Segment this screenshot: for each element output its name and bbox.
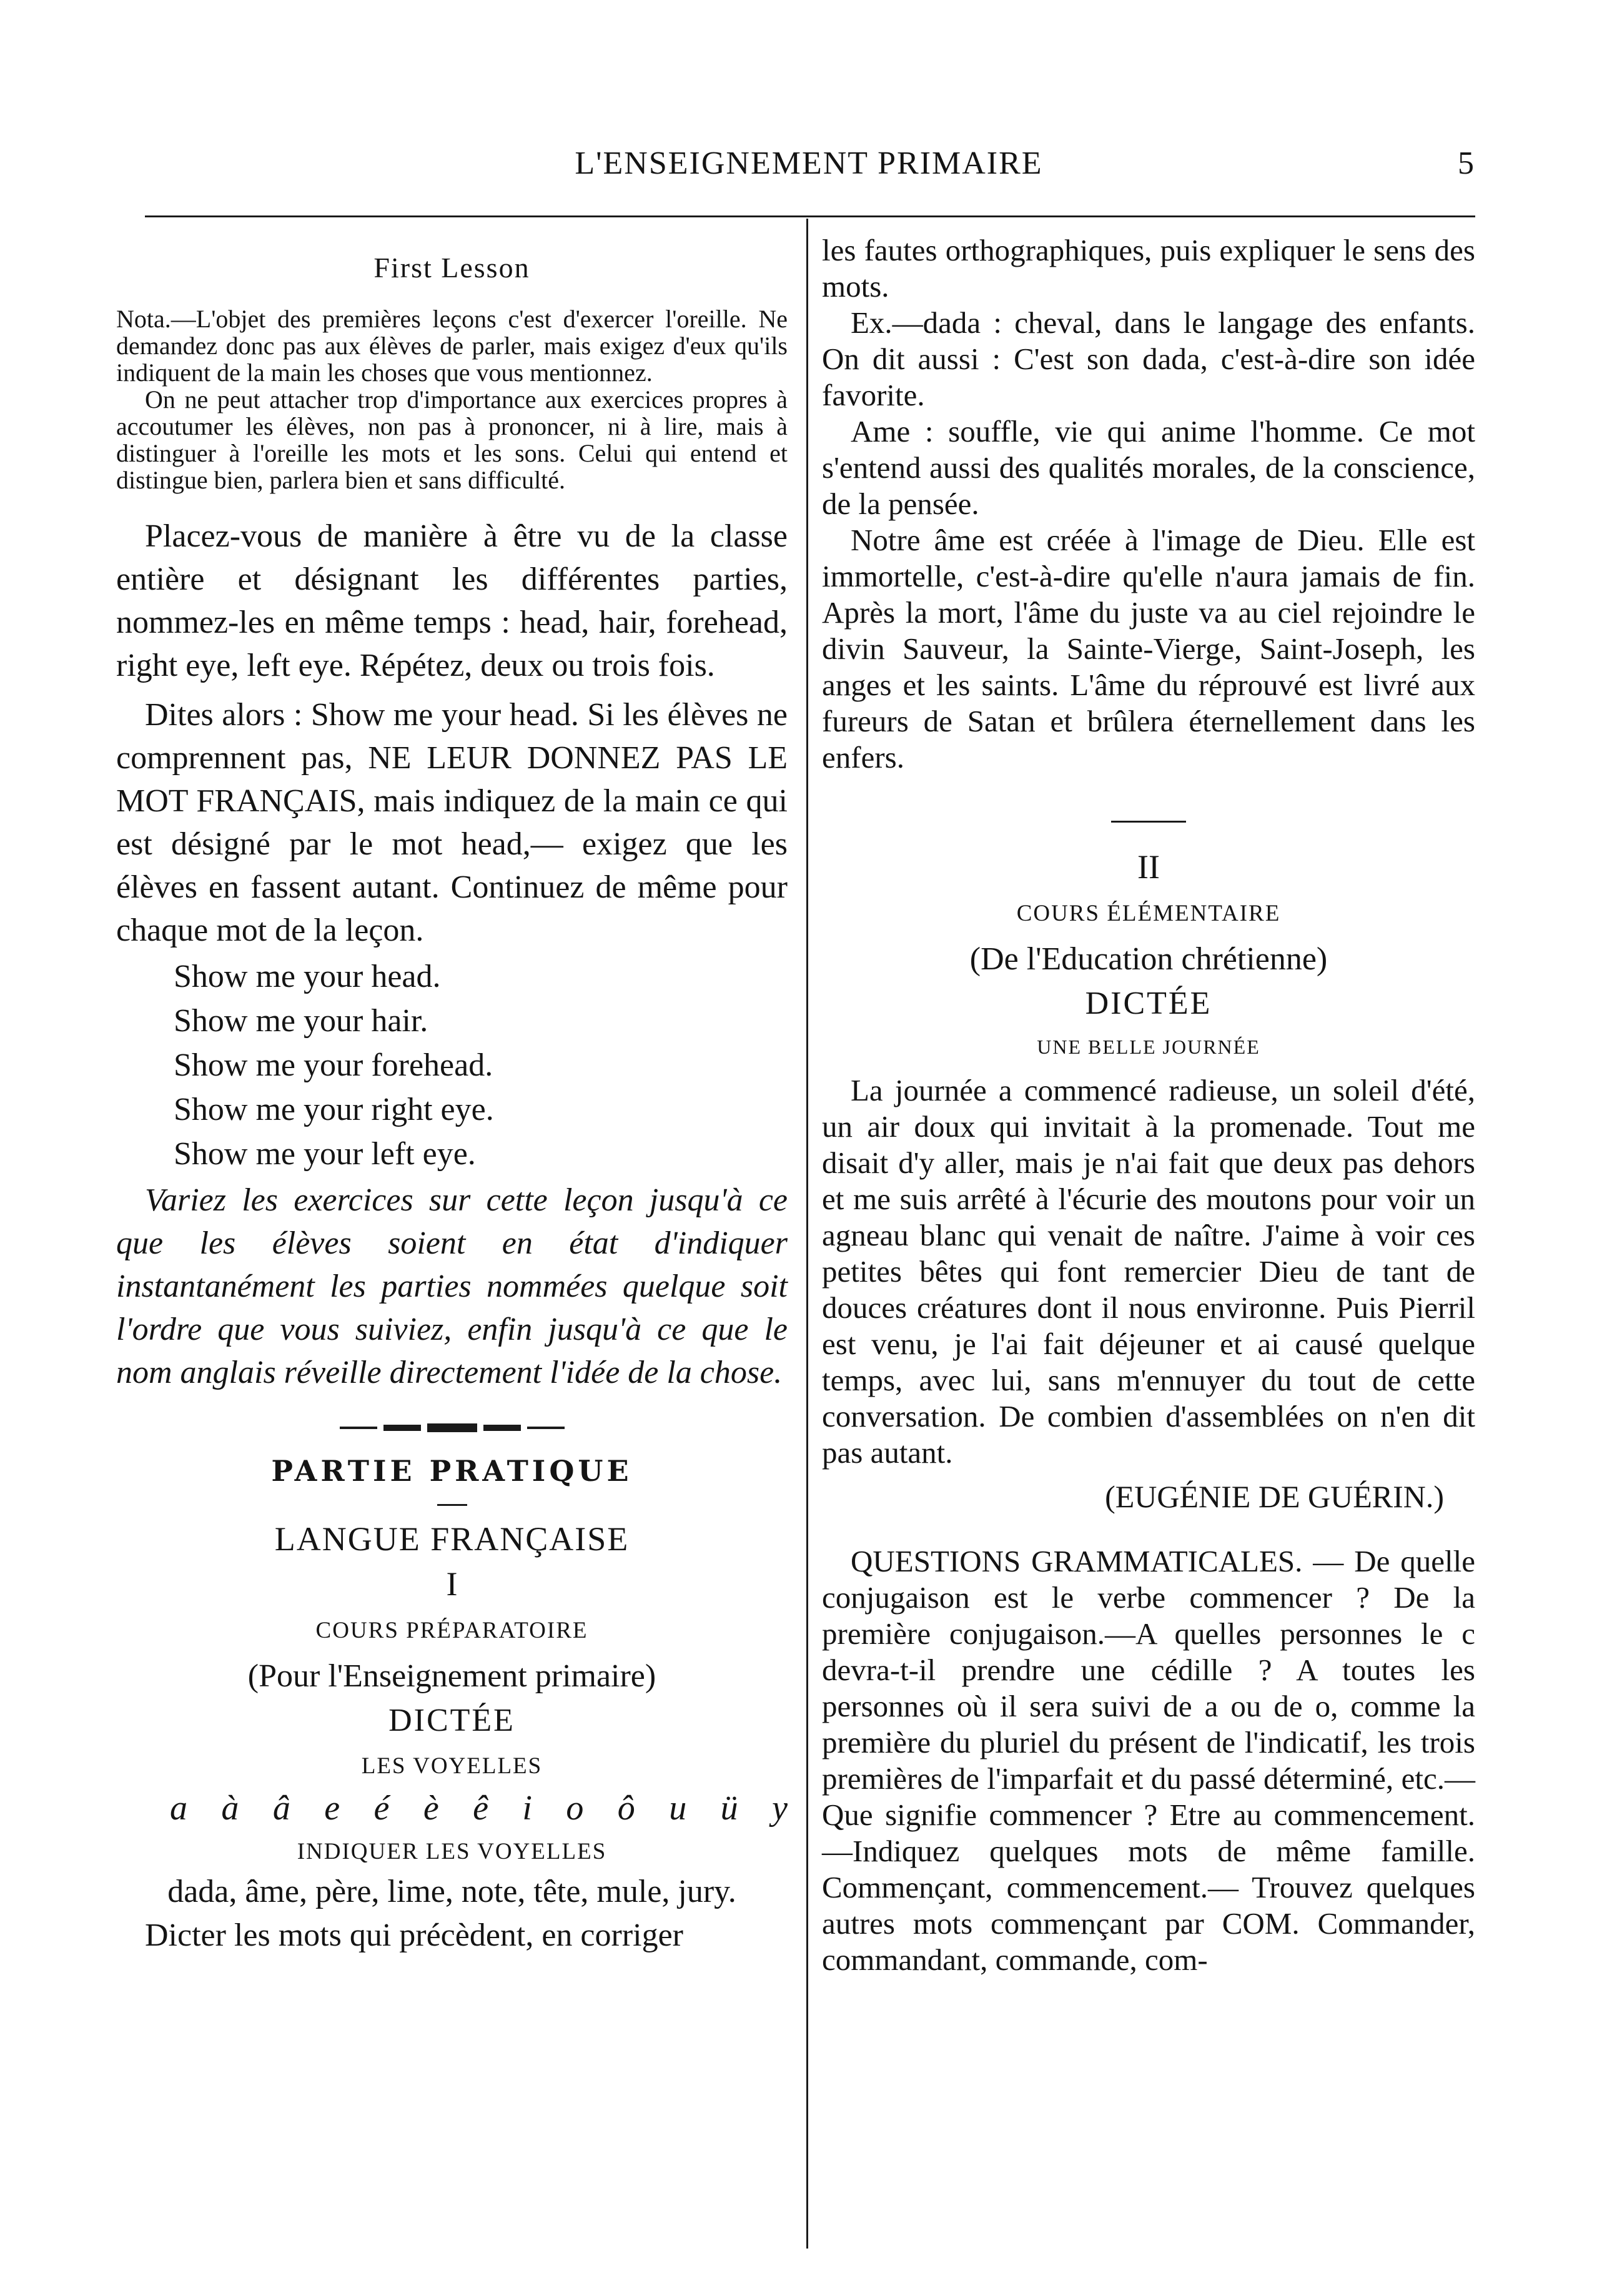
vowel: o bbox=[566, 1789, 584, 1828]
instruction-paragraph: Placez-vous de manière à être vu de la classe entière et désignant les différentes parties, nommez-les en même temps : head, hair, forehead, right eye, left eye. Répétez, deux ou trois fois. bbox=[116, 518, 788, 683]
dictee-heading: DICTÉE bbox=[388, 1703, 515, 1738]
vowel: u bbox=[669, 1789, 687, 1828]
section-rule bbox=[1111, 821, 1186, 823]
vowel: a bbox=[170, 1789, 187, 1828]
running-head bbox=[144, 145, 1474, 189]
section-title: PARTIE PRATIQUE bbox=[271, 1454, 633, 1488]
course-level: COURS ÉLÉMENTAIRE bbox=[1016, 901, 1281, 926]
vowel: â bbox=[272, 1789, 290, 1828]
source-line: (Pour l'Enseignement primaire) bbox=[247, 1658, 656, 1694]
vowel-list bbox=[116, 1788, 788, 1828]
left-column bbox=[116, 232, 788, 1954]
show-line: Show me your head. bbox=[174, 959, 441, 994]
vowel: è bbox=[423, 1789, 439, 1828]
show-line: Show me your forehead. bbox=[174, 1047, 493, 1083]
show-line: Show me your right eye. bbox=[174, 1092, 494, 1127]
running-title: L'ENSEIGNEMENT PRIMAIRE bbox=[575, 146, 1043, 181]
subject-heading: LANGUE FRANÇAISE bbox=[274, 1520, 630, 1558]
body-paragraph: Ex.—dada : cheval, dans le langage des enfants. On dit aussi : C'est son dada, c'est-à-dire son idée favorite. bbox=[822, 305, 1475, 412]
vowel: y bbox=[772, 1789, 788, 1828]
attribution: (EUGÉNIE DE GUÉRIN.) bbox=[1105, 1479, 1444, 1514]
body-paragraph: Dicter les mots qui précèdent, en corriger bbox=[145, 1917, 683, 1953]
vowel: i bbox=[522, 1789, 532, 1828]
nota-paragraph: On ne peut attacher trop d'importance aux exercices propres à accoutumer les élèves, non pas à prononcer, ni à lire, mais à distinguer à l'oreille les mots et les sons. Celui qui entend et distingue bien, parlera bien et sans difficulté. bbox=[116, 385, 788, 494]
vowel: à bbox=[221, 1789, 239, 1828]
lesson-title: First Lesson bbox=[373, 252, 530, 284]
show-list bbox=[116, 954, 788, 1176]
body-paragraph: les fautes orthographiques, puis expliquer le sens des mots. bbox=[822, 233, 1475, 304]
vowel: é bbox=[373, 1789, 390, 1828]
indiquer-label: INDIQUER LES VOYELLES bbox=[297, 1839, 607, 1864]
nota-paragraph: Nota.—L'objet des premières leçons c'est d'exercer l'oreille. Ne demandez donc pas aux élèves de parler, mais exigez d'eux qu'ils indiquent de la main les choses que vous mentionnez. bbox=[116, 305, 788, 387]
source-line: (De l'Education chrétienne) bbox=[969, 941, 1328, 977]
vowel: ê bbox=[473, 1789, 488, 1828]
dictee-text: La journée a commencé radieuse, un soleil d'été, un air doux qui invitait à la promenade. Tout me disait d'y aller, mais je n'ai fait que deux pas dehors et me suis arrêté à l'écurie des moutons pour voir un agneau blanc qui venait de naître. J'aime à voir ces petites bêtes qui font remercier Dieu de tant de douces créatures dont il nous environne. Puis Pierril est venu, je l'ai fait déjeuner et ai causé quelque temps, avec lui, sans m'ennuyer du tout de cette conversation. De combien d'assemblées on n'en dit pas autant. bbox=[822, 1073, 1475, 1470]
show-line: Show me your left eye. bbox=[174, 1136, 476, 1172]
vowels-label: LES VOYELLES bbox=[361, 1753, 543, 1779]
vowel: e bbox=[324, 1789, 340, 1828]
section-numeral: II bbox=[1137, 848, 1160, 886]
column-divider bbox=[806, 219, 808, 2249]
body-paragraph: Ame : souffle, vie qui anime l'homme. Ce mot s'entend aussi des qualités morales, de la conscience, de la pensée. bbox=[822, 414, 1475, 521]
show-line: Show me your hair. bbox=[174, 1003, 428, 1039]
instruction-paragraph: Dites alors : Show me your head. Si les élèves ne comprennent pas, NE LEUR DONNEZ PAS LE MOT FRANÇAIS, mais indiquez de la main ce qui est désigné par le mot head,— exigez que les élèves en fassent autant. Continuez de même pour chaque mot de la leçon. bbox=[116, 697, 788, 948]
body-paragraph: Notre âme est créée à l'image de Dieu. Elle est immortelle, c'est-à-dire qu'elle n'aura jamais de fin. Après la mort, l'âme du juste va au ciel rejoindre le divin Sauveur, la Sainte-Vierge, Saint-Joseph, les anges et les saints. L'âme du réprouvé est livré aux fureurs de Satan et brûlera éternellement dans les enfers. bbox=[822, 523, 1475, 774]
header-rule bbox=[145, 215, 1475, 217]
dictee-subtitle: UNE BELLE JOURNÉE bbox=[1037, 1036, 1260, 1058]
dash-rule bbox=[437, 1504, 467, 1506]
word-list: dada, âme, père, lime, note, tête, mule, jury. bbox=[167, 1874, 736, 1909]
grammar-questions: QUESTIONS GRAMMATICALES. — De quelle conjugaison est le verbe commencer ? De la première conjugaison.—A quelles personnes le c devra-t-il prendre une cédille ? A toutes les personnes où il sera suivi de a ou de o, comme la première du pluriel du présent de l'indicatif, les trois premières de l'imparfait et du passé déterminé, etc.—Que signifie commencer ? Etre au commencement.—Indiquez quelques mots de même famille. Commençant, commencement.— Trouvez quelques autres mots commençant par COM. Commander, commandant, commande, com- bbox=[822, 1544, 1475, 1977]
vowel: ü bbox=[720, 1789, 738, 1828]
instruction-paragraph: Variez les exercices sur cette leçon jusqu'à ce que les élèves soient en état d'indiquer instantanément les parties nommées quelque soit l'ordre que vous suiviez, enfin jusqu'à ce que le nom anglais réveille directement l'idée de la chose. bbox=[116, 1182, 788, 1390]
vowel: ô bbox=[617, 1789, 635, 1828]
dictee-heading: DICTÉE bbox=[1085, 986, 1212, 1021]
section-numeral: I bbox=[446, 1565, 458, 1603]
ornament-rule bbox=[340, 1420, 565, 1435]
course-level: COURS PRÉPARATOIRE bbox=[315, 1618, 588, 1643]
page-number: 5 bbox=[1458, 146, 1474, 181]
right-column bbox=[822, 232, 1475, 1978]
